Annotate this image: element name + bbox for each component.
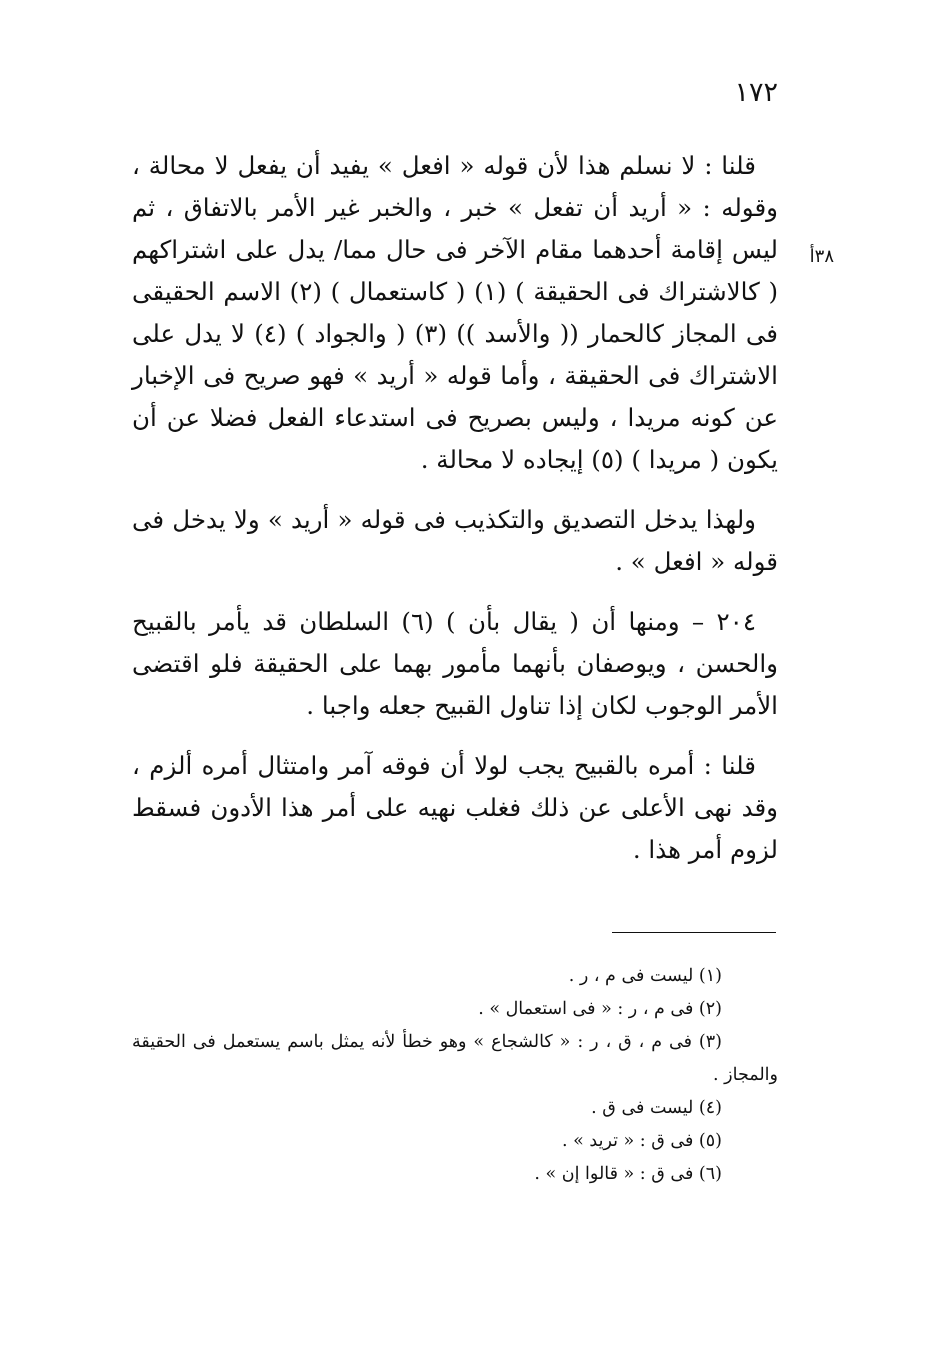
- page-number: ١٧٢: [734, 77, 778, 108]
- main-text: [132, 145, 778, 889]
- paragraph-4: [132, 745, 778, 871]
- footnote-4: (٤) ليست فى ق .: [591, 1098, 722, 1118]
- paragraph-3-text: ٢٠٤ – ومنها أن ( يقال بأن ) (٦) السلطان قد يأمر بالقبيح والحسن ، ويوصفان بأنهما مأمور بهما على الحقيقة فلو اقتضى الأمر الوجوب لكان إذا تناول القبيح جعله واجبا .: [132, 607, 778, 720]
- footnote-5: (٥) فى ق : « تريد » .: [562, 1131, 722, 1151]
- footnote-rule: [612, 932, 776, 933]
- paragraph-2-text: ولهذا يدخل التصديق والتكذيب فى قوله « أريد » ولا يدخل فى قوله « افعل » .: [132, 505, 778, 576]
- paragraph-1: [132, 145, 778, 481]
- footnote-3: (٣) فى م ، ق ، ر : « كالشجاع » وهو خطأ لأنه يمثل باسم يستعمل فى الحقيقة والمجاز .: [132, 1032, 778, 1085]
- paragraph-1-text: قلنا : لا نسلم هذا لأن قوله « افعل » يفيد أن يفعل لا محالة ، وقوله : « أريد أن تفعل » خبر ، والخبر غير الأمر بالاتفاق ، ثم ليس إقامة أحدهما مقام الآخر فى حال مما/ يدل على اشتراكهم ( كالاشتراك فى الحقيقة ) (١) ( كاستعمال ) (٢) الاسم الحقيقى فى المجاز كالحمار (( والأسد )) (٣) ( والجواد ) (٤) لا يدل على الاشتراك فى الحقيقة ، وأما قوله « أريد » فهو صريح فى الإخبار عن كونه مريدا ، وليس بصريح فى استدعاء الفعل فضلا عن أن يكون ( مريدا ) (٥) إيجاده لا محالة .: [132, 151, 779, 474]
- footnote-2: (٢) فى م ، ر : « فى استعمال » .: [478, 999, 722, 1019]
- paragraph-4-text: قلنا : أمره بالقبيح يجب لولا أن فوقه آمر وامتثال أمره ألزم ، وقد نهى الأعلى عن ذلك فغلب نهيه على أمر هذا الأدون فسقط لزوم أمر هذا .: [132, 751, 778, 864]
- paragraph-2: [132, 499, 778, 583]
- paragraph-3: [132, 601, 778, 727]
- footnote-1: (١) ليست فى م ، ر .: [568, 966, 722, 986]
- footnotes: [132, 960, 778, 1191]
- footnote-6: (٦) فى ق : « قالوا إن » .: [534, 1164, 722, 1184]
- margin-note: ٣٨أ: [809, 246, 834, 267]
